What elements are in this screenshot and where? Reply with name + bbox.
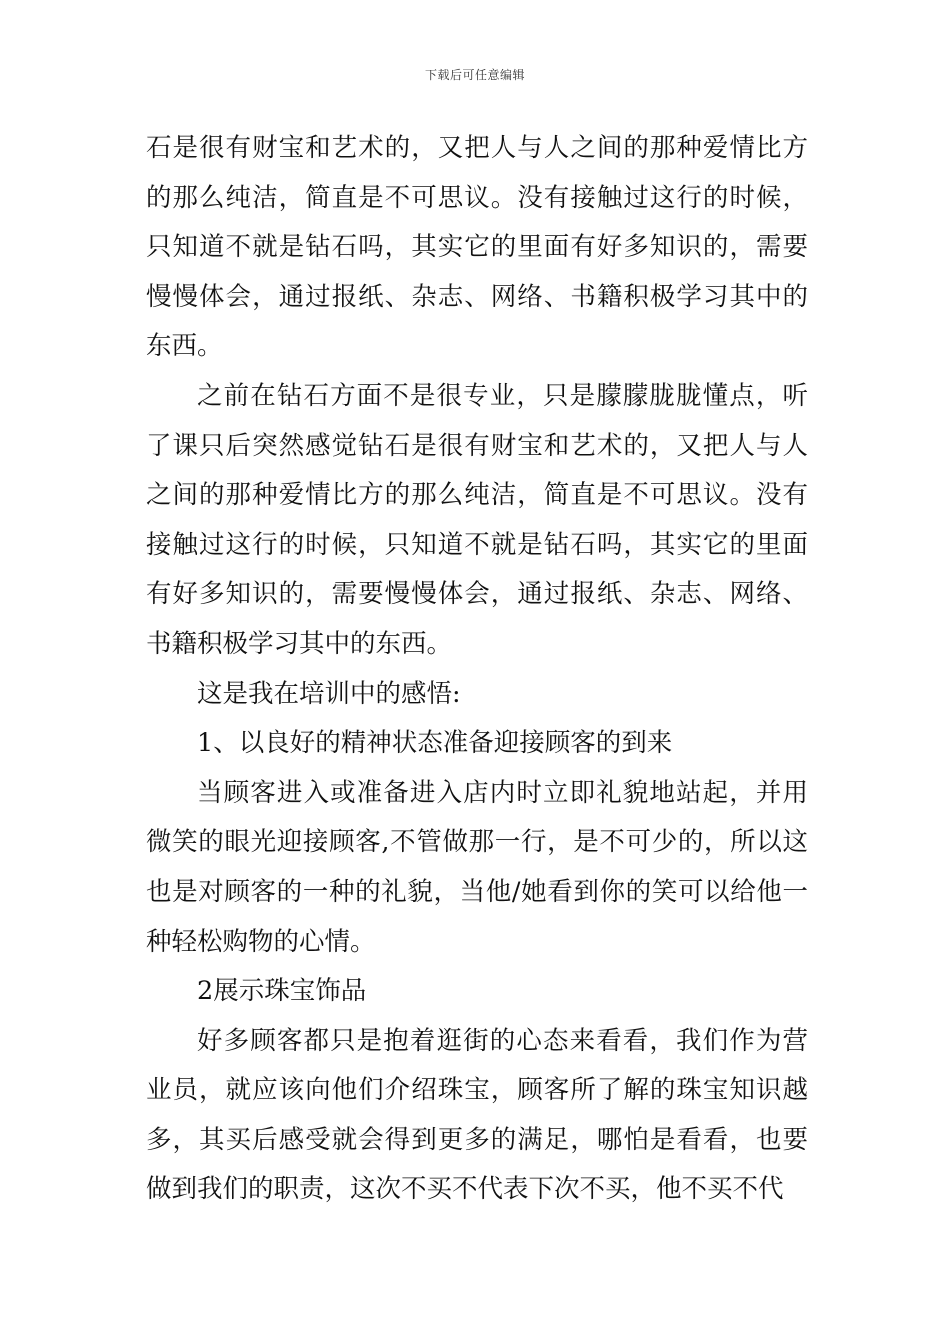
paragraph-1: 石是很有财宝和艺术的，又把人与人之间的那种爱情比方的那么纯洁，简直是不可思议。没有接触过这行的时候，只知道不就是钻石吗，其实它的里面有好多知识的，需要慢慢体会，通过报纸、杂志、网络、书籍积极学习其中的东西。 [146,133,808,362]
paragraph-2: 之前在钻石方面不是很专业，只是朦朦胧胧懂点，听了课只后突然感觉钻石是很有财宝和艺术的，又把人与人之间的那种爱情比方的那么纯洁，简直是不可思议。没有接触过这行的时候，只知道不就是钻石吗，其实它的里面有好多知识的，需要慢慢体会，通过报纸、杂志、网络、书籍积极学习其中的东西。 [146,380,808,659]
section-heading-1: 1、以良好的精神状态准备迎接顾客的到来 [197,728,673,759]
page-header: 下载后可任意编辑 [424,68,525,82]
section-heading-2: 2展示珠宝饰品 [197,976,367,1007]
paragraph-4: 当顾客进入或准备进入店内时立即礼貌地站起，并用微笑的眼光迎接顾客,不管做那一行，是不可少的，所以这也是对顾客的一种的礼貌，当他/她看到你的笑可以给他一种轻松购物的心情。 [146,777,808,957]
paragraph-5: 好多顾客都只是抱着逛街的心态来看看，我们作为营业员，就应该向他们介绍珠宝，顾客所了解的珠宝知识越多，其买后感受就会得到更多的满足，哪怕是看看，也要做到我们的职责，这次不买不代表下次不买，他不买不代 [146,1025,808,1205]
paragraph-3: 这是我在培训中的感悟: [197,678,461,709]
document-body [146,124,808,1215]
